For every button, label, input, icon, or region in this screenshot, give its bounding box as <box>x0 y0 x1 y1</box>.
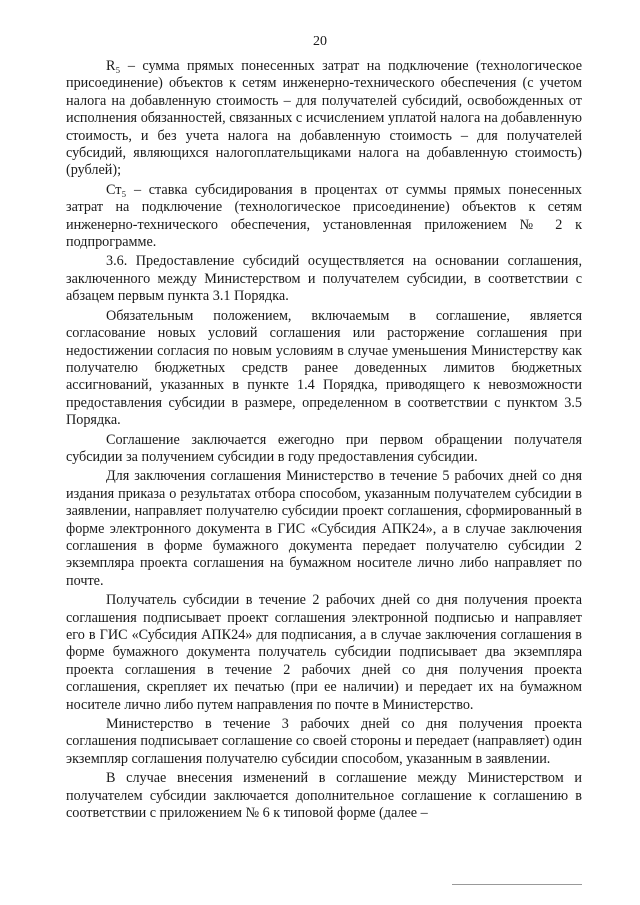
paragraph-r5-definition: R₅ – сумма прямых понесенных затрат на подключение (технологическое присоединение) объектов к сетям инженерно-технического обеспечения (с учетом налога на добавленную стоимость – для получателей субсидий, освобожденных от исполнения обязанностей, связанных с исчислением уплатой налога на добавленную стоимость, и без учета налога на добавленную стоимость – для получателей субсидий, являющихся налогоплательщиками налога на добавленную стоимость) (рублей); <box>66 58 582 179</box>
paragraph-mandatory-provision: Обязательным положением, включаемым в соглашение, является согласование новых условий соглашения или расторжение соглашения при недостижении согласия по новым условиям в случае уменьшения Министерству как получателю бюджетных средств ранее доведенных лимитов бюджетных ассигнований, указанных в пункте 1.4 Порядка, приводящего к невозможности предоставления субсидии в размере, определенном в соответствии с пунктом 3.5 Порядка. <box>66 307 582 429</box>
paragraph-annual-agreement: Соглашение заключается ежегодно при первом обращении получателя субсидии за получением субсидии в году предоставления субсидии. <box>66 431 582 465</box>
paragraph-3-6: 3.6. Предоставление субсидий осуществляется на основании соглашения, заключенного между Министерством и получателем субсидии, в соответствии с абзацем первым пункта 3.1 Порядка. <box>66 253 582 305</box>
page-number: 20 <box>313 34 327 49</box>
document-body <box>66 58 582 822</box>
paragraph-agreement-procedure: Для заключения соглашения Министерство в течение 5 рабочих дней со дня издания приказа о результатах отбора способом, указанным получателем субсидии в заявлении, направляет получателю субсидии проект соглашения, сформированный в форме электронного документа в ГИС «Субсидия АПК24», а в случае заключения соглашения в форме бумажного документа передает получателю субсидии 2 экземпляра проекта соглашения на бумажном носителе лично либо направляет по почте. <box>66 468 582 589</box>
paragraph-st5-definition: Ст₅ – ставка субсидирования в процентах от суммы прямых понесенных затрат на подключение (технологическое присоединение) объектов к сетям инженерно-технического обеспечения, установленная приложением № 2 к подпрограмме. <box>66 181 582 251</box>
paragraph-ministry-signing: Министерство в течение 3 рабочих дней со дня получения проекта соглашения подписывает соглашение со своей стороны и передает (направляет) один экземпляр соглашения получателю субсидии способом, указанным в заявлении. <box>66 716 582 767</box>
paragraph-recipient-signing: Получатель субсидии в течение 2 рабочих дней со дня получения проекта соглашения подписывает проект соглашения электронной подписью и направляет его в ГИС «Субсидия АПК24» для подписания, а в случае заключения соглашения в форме бумажного документа получатель субсидии подписывает два экземпляра проекта соглашения в течение 2 рабочих дней со дня получения проекта соглашения, скрепляет их печатью (при ее наличии) и передает их на бумажном носителе лично либо путем направления по почте в Министерство. <box>66 592 582 713</box>
scan-artifact-line <box>452 884 582 885</box>
paragraph-amendments: В случае внесения изменений в соглашение между Министерством и получателем субсидии заключается дополнительное соглашение к соглашению в соответствии с приложением № 6 к типовой форме (далее – <box>66 770 582 822</box>
